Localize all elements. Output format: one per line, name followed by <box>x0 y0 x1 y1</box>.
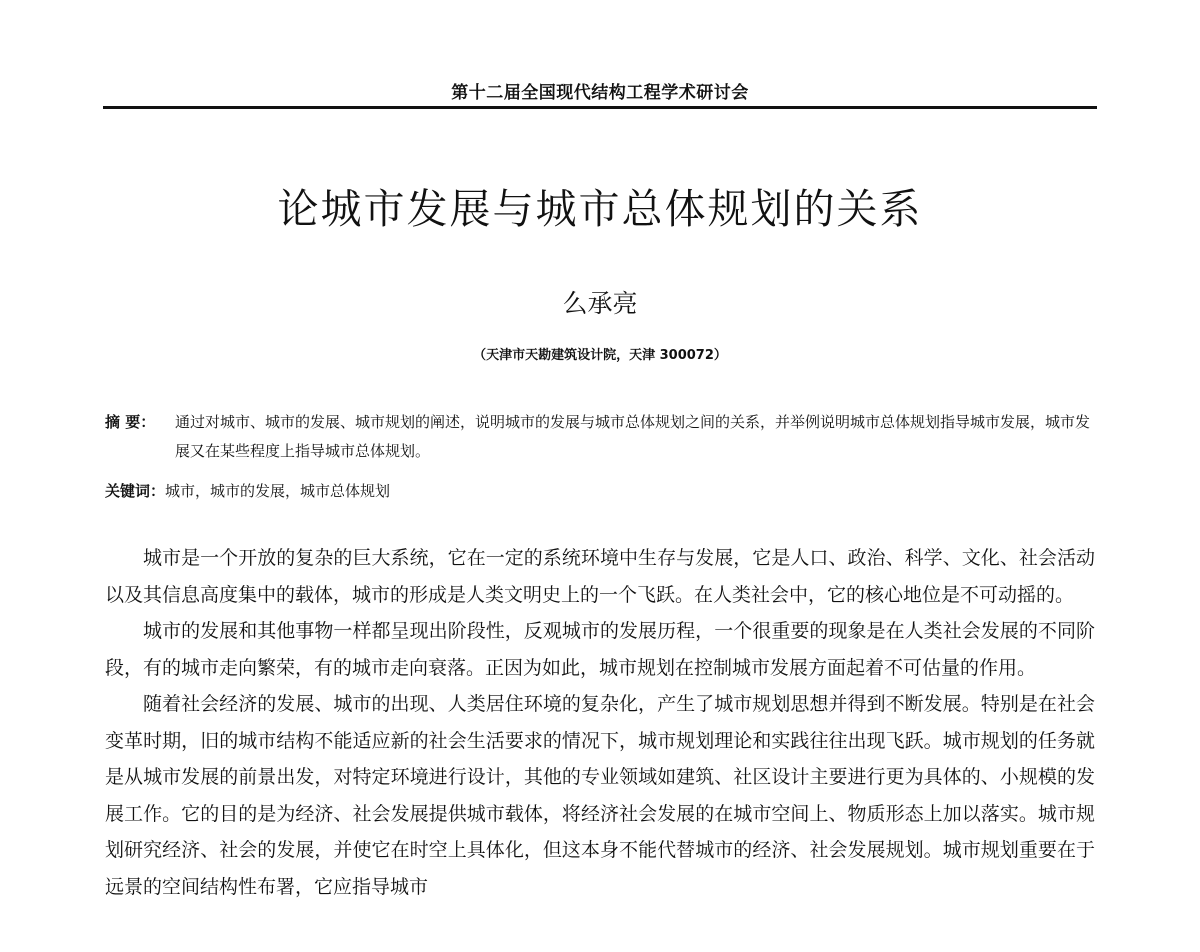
paragraph: 城市的发展和其他事物一样都呈现出阶段性，反观城市的发展历程，一个很重要的现象是在人类社会发展的不同阶段，有的城市走向繁荣，有的城市走向衰落。正因为如此，城市规划在控制城市发展方面起着不可估量的作用。 <box>105 620 1095 679</box>
keywords <box>105 480 1095 501</box>
abstract-text: 通过对城市、城市的发展、城市规划的阐述，说明城市的发展与城市总体规划之间的关系，并举例说明城市总体规划指导城市发展，城市发展又在某些程度上指导城市总体规划。 <box>175 413 1091 460</box>
affiliation: （天津市天勘建筑设计院，天津 300072） <box>473 348 727 363</box>
abstract <box>105 408 1095 466</box>
keywords-text: 城市，城市的发展，城市总体规划 <box>165 482 391 500</box>
abstract-label: 摘 要： <box>105 413 156 431</box>
paragraph: 城市是一个开放的复杂的巨大系统，它在一定的系统环境中生存与发展，它是人口、政治、科学、文化、社会活动以及其信息高度集中的载体，城市的形成是人类文明史上的一个飞跃。在人类社会中，它的核心地位是不可动摇的。 <box>105 547 1095 606</box>
running-header: 第十二届全国现代结构工程学术研讨会 <box>451 83 749 103</box>
author-name: 么承亮 <box>562 289 638 318</box>
header-rule <box>103 106 1097 109</box>
paragraph: 随着社会经济的发展、城市的出现、人类居住环境的复杂化，产生了城市规划思想并得到不断发展。特别是在社会变革时期，旧的城市结构不能适应新的社会生活要求的情况下，城市规划理论和实践往往出现飞跃。城市规划的任务就是从城市发展的前景出发，对特定环境进行设计，其他的专业领域如建筑、社区设计主要进行更为具体的、小规模的发展工作。它的目的是为经济、社会发展提供城市载体，将经济社会发展的在城市空间上、物质形态上加以落实。城市规划研究经济、社会的发展，并使它在时空上具体化，但这本身不能代替城市的经济、社会发展规划。城市规划重要在于远景的空间结构性布署，它应指导城市 <box>105 693 1095 898</box>
paper-title: 论城市发展与城市总体规划的关系 <box>277 185 923 233</box>
keywords-label: 关键词： <box>105 482 166 500</box>
body-text <box>105 540 1095 905</box>
